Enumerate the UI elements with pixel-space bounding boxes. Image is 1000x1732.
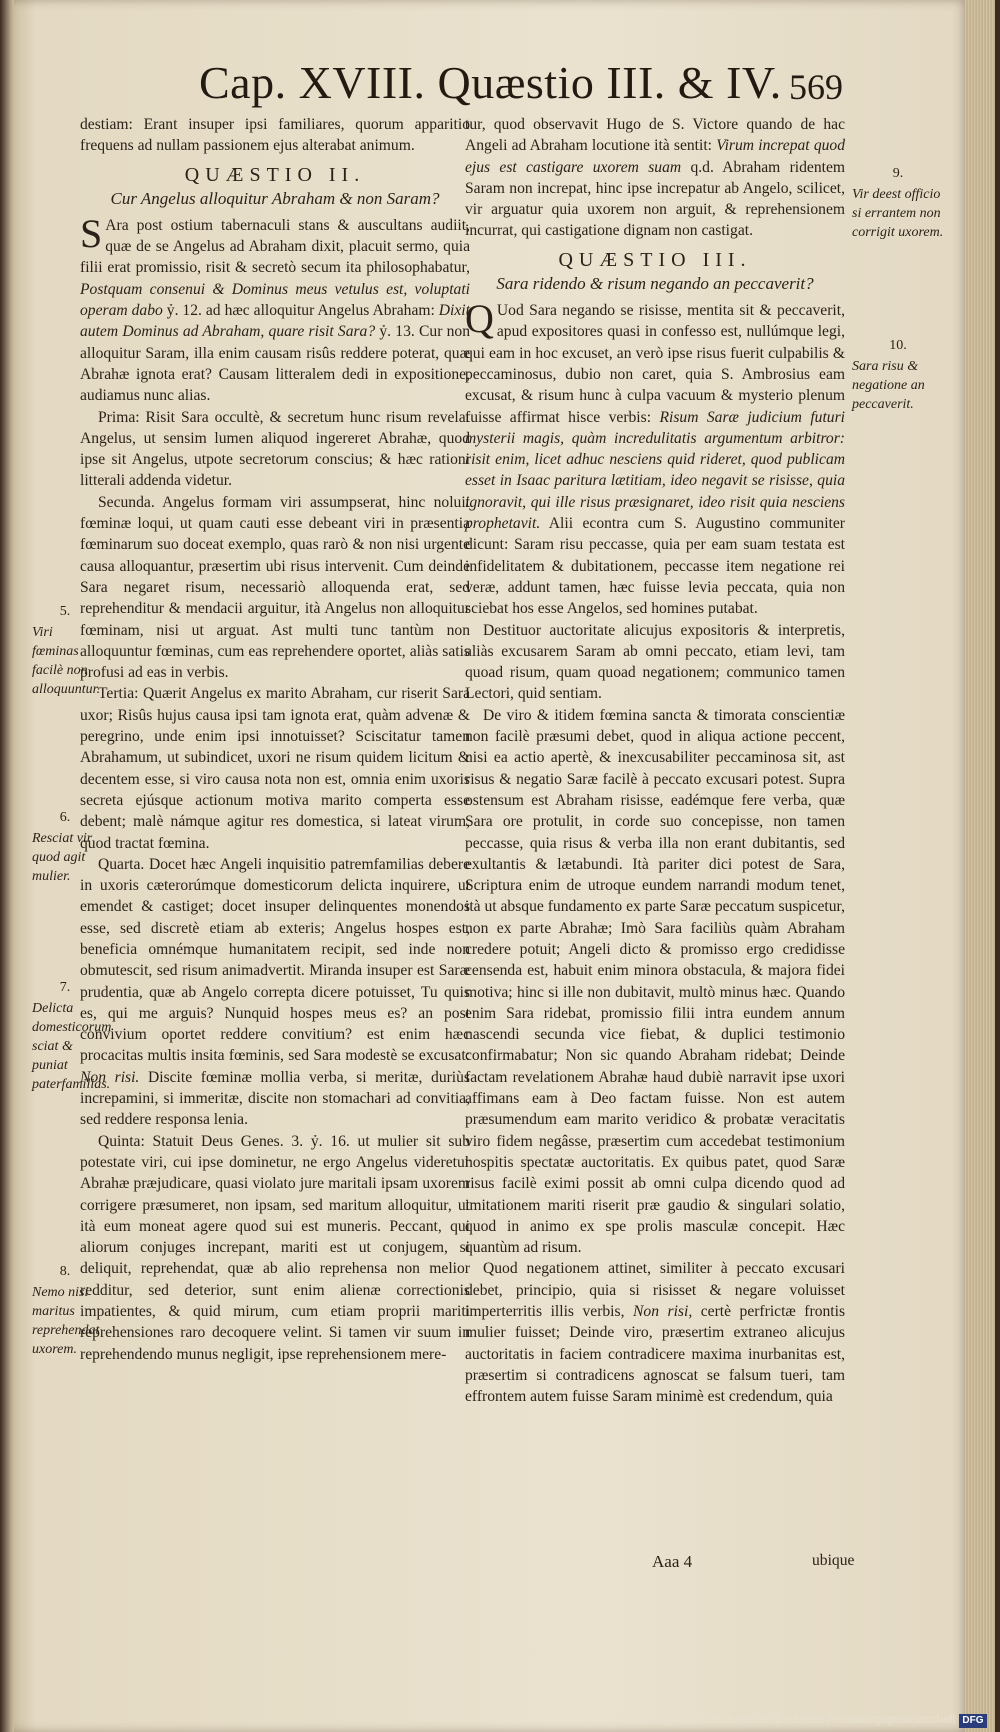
question-subtitle: Sara ridendo & risum negando an peccaverit? (496, 274, 814, 294)
paragraph: Quod negationem attinet, similiter à peccato excusari debet, principio, quia si risisset & negare voluisset imperterritis illis verbis, Non risi, certè perfrictæ frontis mulier fuisset; Deinde viro, præsertim extraneo alicujus auctoritatis in faciem contradicere maxima inurbanitas est, præsertim si contradicens agnoscat se falsum tueri, tam effrontem autem fuisse Saram minimè est credendum, quia (465, 1260, 846, 1406)
marginal-note: 9. Vir deest officio si errantem non corrigit uxorem. (852, 166, 944, 240)
left-column (80, 114, 470, 1365)
paragraph: Destituor auctoritate alicujus expositoris & interpretis, aliàs excusarem Saram ab omni peccato, etiam levi, tam quoad risum, quam quoad negationem; communico tamen Lectori, quid sentiam. (465, 621, 845, 703)
paragraph: De viro & itidem fœmina sancta & timorata conscientiæ non facilè præsumi debet, quod in aliqua actione peccent, nisi ea actio apertè, & inexcusabiliter peccaminosa sit, ast risus & negatio Saræ facilè à peccato excusari potest. Supra ostensum est Abraham risisse, eadémque fere verba, quæ Sara ore protulit, in corde suo concepisse, non tamen peccasse, quia risus & verba illa non erant dubitantis, sed exultantis & lætabundi. Ità pariter dici potest de Sara, Scriptura enim de utroque eundem narrandi modum tenet, ità ut absque fundamento ex parte Saræ peccatum suspicetur, non ex parte Abrahæ; Imò Sara faciliùs quàm Abraham credere potuit; Angeli dicto & promisso ergo credidisse censenda est, habuit enim minora obstacula, & majora fidei motiva; hinc si ille non dubitavit, multò minus hæc. Quando enim Sara ridebat, promissio filii intra eundem annum nascendi secunda vice fiebat, & duplici testimonio confirmabatur; Non sic quando Abraham ridebat; Deinde factam revelationem Abrahæ haud dubiè narravit ipse uxori affimans eam à Deo factam fuisse. Non est autem præsumendum eam marito veridico & probatæ veracitatis viro fidem negâsse, præsertim cum accedebat testimonium hospitis spectatæ auctoritatis. Ex quibus patet, quod Saræ risus facilè eximi possit ab omni culpa dicendo quod ad imitationem mariti riserit præ gaudio & singulari solatio, quod in animo ex spe prolis masculæ concepit. Hæc quantùm ad risum. (465, 706, 845, 1257)
paragraph: Prima: Risit Sara occultè, & secretum hunc risum revelat Angelus, ut sensim lumen aliquod ingereret Abrahæ, quod ipse sit Angelus, utpote secretorum conscius; & hæc rationi litterali addenda videtur. (80, 408, 470, 490)
paragraph: Q Uod Sara negando se risisse, mentita sit & peccaverit, apud expositores quasi in confesso est, nullúmque legi, qui eam in hoc excuset, an verò ipse risus fuerit culpabilis & peccaminosus, dubio non caret, quia S. Ambrosius eam excusat, & risum hunc à culpa vacuum & mysterio plenum fuisse affirmat hisce verbis: Risum Saræ judicium futuri mysterii magis, quàm incredulitatis argumentum arbitror: risit enim, licet adhuc nesciens quid rideret, quod publicam esset in Isaac paritura lætitiam, ideo negavit se risisse, quia ignoravit, qui ille risus præsignaret, ideo risit quia nesciens prophetavit. Alii econtra cum S. Augustino communiter dicunt: Saram risu peccasse, quia per eam suam testata est infidelitatem & dubitationem, peccasse item negatione rei veræ, addunt tamen, hæc fuisse levia peccata, quia non sciebat hos esse Angelos, sed homines putabat. (465, 296, 845, 618)
marginal-note: 6. Resciat vir quod agit mulier. (32, 810, 93, 884)
paragraph: S Ara post ostium tabernaculi stans & auscultans audiit, quæ de se Angelus ad Abraham dixit, placuit sermo, quia filii erat promissio, risit & secretò secum ita philosophabatur, Postquam consenui & Dominus meus vetulus est, voluptati operam dabo ỷ. 12. ad hæc alloquitur Angelus Abraham: Dixit autem Dominus ad Abraham, quare risit Sara? ỷ. 13. Cur non alloquitur Saram, illa enim causam risûs reddere poterat, quæ Abrahæ ignota erat? Causam litteralem dedi in expositione, audiamus nunc alias. (80, 210, 470, 405)
drop-capital: S (80, 210, 103, 256)
dfg-logo: DFG (959, 1714, 986, 1728)
paragraph: destiam: Erant insuper ipsi familiares, quorum apparitio frequens ad nullam passionem ejus alterabat animum. (80, 116, 470, 155)
paragraph: tur, quod observavit Hugo de S. Victore quando de hac Angeli ad Abraham locutione ità sentit: Virum increpat quod ejus est castigare uxorem suam q.d. Abraham ridentem Saram non increpat, hinc ipse increpatur ab Angelo, scilicet, vir arguatur quia uxorem non arguit, & reprehensionem incurrat, qui castigatione dignam non castigat. (465, 116, 846, 240)
right-column (465, 114, 845, 1408)
drop-capital: Q (465, 296, 494, 342)
question-heading: QUÆSTIO III. (558, 248, 752, 271)
marginal-note: 8. Nemo nisi maritus reprehendat uxorem. (32, 1264, 100, 1357)
question-heading: QUÆSTIO II. (184, 163, 366, 186)
running-header (14, 42, 969, 114)
marginal-note: 10. Sara risu & negatione an peccaverit. (852, 338, 925, 412)
signature-mark: Aaa 4 (652, 1552, 693, 1571)
edge-shadow (995, 0, 1000, 1732)
paragraph: Quarta. Docet hæc Angeli inquisitio patremfamilias debere in uxoris cæterorúmque domesticorum delicta inquirere, ut emendet & castiget; docet insuper delinquentes monendos esse, sed discretè etiam ab exteris; Angelus hospes est, beneficia omnémque humanitatem recipit, sed inde non obmutescit, sed risum animadvertit. Miranda insuper est Saræ prudentia, quæ ab Angelo correpta dicere potuisset, Tu quis es, qui me arguis? Nunquid hospes meus es? an post convivium oportet reddere convitium? est enim hæc procacitas multis insita fœminis, sed Sara modestè se excusat: Non risi. Discite fœminæ mollia verba, si meritæ, duriùs increpamini, si immeritæ, discite non stomachari ad convitia, sed reddere responsa lenia. (80, 855, 471, 1129)
marginal-note: 5. Viri fœminas facilè non alloquuntur. (32, 604, 101, 697)
book-page (14, 0, 969, 1732)
question-subtitle: Cur Angelus alloquitur Abraham & non Saram? (110, 188, 440, 208)
catchword: ubique (812, 1552, 855, 1569)
paragraph: Tertia: Quærit Angelus ex marito Abraham, cur riserit Sara uxor; Risûs hujus causa ipsi tam ignota erat, quàm advenæ & peregrino, unde enim ipsi innotuisset? Sciscitatur tamen Abrahamum, ut subindicet, uxori ne risum quidem licitum & decentem esse, si viro causa nota non est, omnia enim uxoris secreta ejúsque actionum motiva marito comperta esse debent; malè námque agitur res domestica, si lateat virum, quod tractat fœmina. (80, 685, 470, 852)
page-number: 569 (789, 67, 843, 107)
page-title: Cap. XVIII. Quæstio III. & IV. (199, 57, 782, 108)
paragraph: Quinta: Statuit Deus Genes. 3. ỷ. 16. ut mulier sit sub potestate viri, cui ipse dominetur, ne ergo Angelus videretur Abrahæ præjudicare, quasi violato jure maritali ipsam uxorem corrigere præsumeret, non ipsam, sed maritum alloquitur, ut ità eum moneat agere quod sui est muneris. Peccant, qui aliorum conjuges increpant, mariti est ut conjugem, si deliquit, reprehendat, quæ ab alio reprehensa non melior redditur, sed deterior, sunt enim alienæ correctionis impatientes, & quid mirum, cum etiam proprii mariti reprehensiones raro decoquere velint. Si tamen vir suum in reprehendendo munus negligit, ipse reprehensionem mere- (80, 1132, 470, 1363)
paragraph: Secunda. Angelus formam viri assumpserat, hinc noluit fœminæ loqui, ut quam cauti esse debeant viri in præsentia fœminarum suo doceat exemplo, quas rarò & non nisi urgente causa alloquantur, præsertim ubi risus intervenit. Cum deinde Sara negaret risum, necessariò alloquenda erat, sed reprehenditur & mendacii arguitur, ità Angelus non alloquitur fœminam, nisi ut arguat. Ast multi tunc tantùm non alloquuntur fœminas, cum eas reprehendere oportet, aliàs satis profusi ad eas in verbis. (80, 493, 470, 682)
marginal-note: 7. Delicta domesticorum sciat & puniat paterfamilias. (32, 980, 112, 1092)
digitization-credit: Digitalisierung gefördert durch die Deutsche Forschungsgemeinschaft DFG (600, 1708, 1000, 1732)
